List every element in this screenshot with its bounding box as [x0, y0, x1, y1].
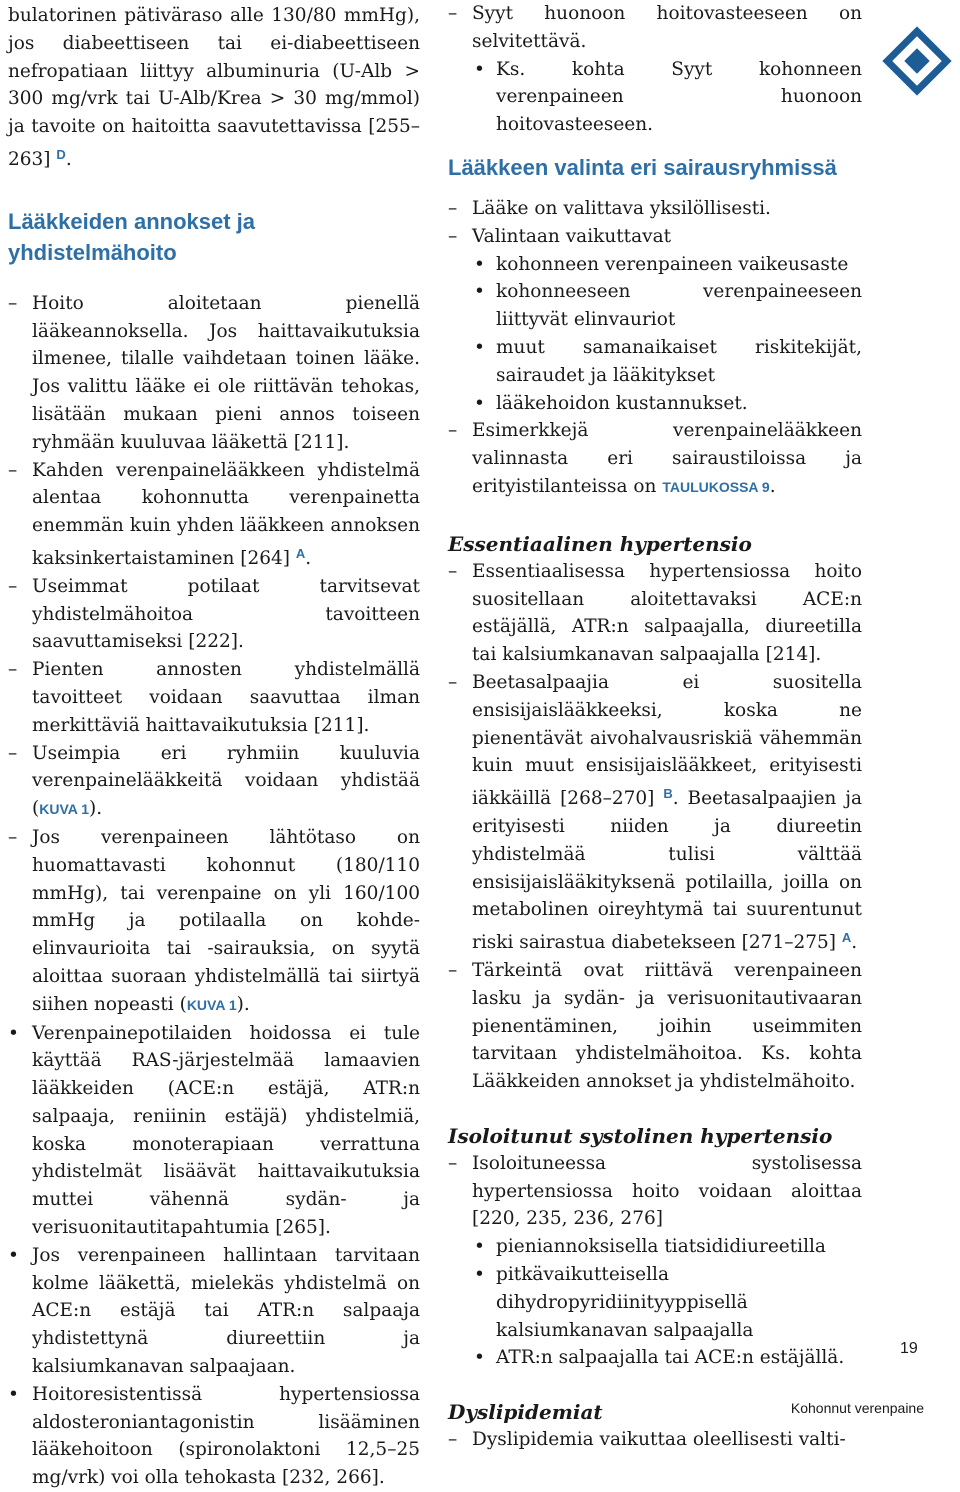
bullet-item: • Ks. kohta Syyt kohonneen verenpaineen huonoon hoitovasteeseen.: [474, 58, 862, 136]
list-item: – Esimerkkejä verenpainelääkkeen valinnasta eri sairaustiloissa ja erityistilanteissa on TAULUKOSSA 9.: [448, 420, 862, 497]
evidence-grade-a: A: [295, 545, 306, 561]
subheading-isolated-systolic: Isoloitunut systolinen hypertensio: [448, 1123, 833, 1148]
list-item: – Jos verenpaineen lähtötaso on huomattavasti kohonnut (180/110 mmHg), tai verenpaine on yli 160/100 mmHg ja potilaalla on kohde-elinvaurioita tai -sairauksia, on syytä aloittaa suoraan yhdistelmällä tai siirtyä siihen nopeasti (KUVA 1).: [8, 826, 420, 1015]
bullet-item: • Verenpainepotilaiden hoidossa ei tule käyttää RAS-järjestelmää lamaavien lääkkeiden (ACE:n estäjä, ATR:n salpaaja, reniinin estäjä) yhdistelmiä, koska monoterapiaan verrattuna yhdistelmät lisäävät haittavaikutuksia muttei vähennä sydän- ja verisuonitautitapahtumia [265].: [8, 1022, 420, 1239]
subheading-dyslipidemia: Dyslipidemiat: [448, 1400, 603, 1425]
list-item: – Useimmat potilaat tarvitsevat yhdistelmähoitoa tavoitteen saavuttamiseksi [222].: [8, 575, 420, 653]
subheading-essential-hypertension: Essentiaalinen hypertensio: [448, 531, 752, 556]
list-item: – Useimpia eri ryhmiin kuuluvia verenpainelääkkeitä voidaan yhdistää (KUVA 1).: [8, 742, 420, 820]
bullet-item: • ATR:n salpaajalla tai ACE:n estäjällä.: [474, 1347, 845, 1369]
footer-title: Kohonnut verenpaine: [790, 1400, 924, 1416]
list-item: – Hoito aloitetaan pienellä lääkeannoksella. Jos haittavaikutuksia ilmenee, tilalle vaihdetaan toinen lääke. Jos valittu lääke ei ole riittävän tehokas, lisätään mukaan pieni annos toiseen ryhmään kuuluvaa lääkettä [211].: [8, 292, 420, 453]
list-item: – Kahden verenpainelääkkeen yhdistelmä alentaa kohonnutta verenpainetta enemmän kuin yhden lääkkeen annoksen kaksinkertaistaminen [264] $^A$.: [8, 459, 420, 569]
table-reference[interactable]: TAULUKOSSA 9: [662, 478, 770, 495]
evidence-grade-d: D: [56, 146, 66, 162]
right-column: [448, 0, 862, 1454]
section-heading-dosing: Lääkkeiden annokset ja yhdistelmähoito: [8, 208, 255, 265]
list-item: – Tärkeintä ovat riittävä verenpaineen lasku ja sydän- ja verisuonitautivaaran pienentäminen, joihin useimmiten tarvitaan yhdistelmähoitoa. Ks. kohta Lääkkeiden annokset ja yhdistelmähoito.: [448, 959, 862, 1093]
diamond-logo-icon: [882, 26, 952, 96]
section-heading-drug-choice: Lääkkeen valinta eri sairausryhmissä: [448, 154, 837, 180]
evidence-grade-b: B: [663, 786, 673, 802]
list-item: – Lääke on valittava yksilöllisesti.: [448, 197, 771, 219]
bullet-item: • Hoitoresistentissä hypertensiossa aldosteroniantagonistin lisääminen lääkehoitoon (spironolaktoni 12,5–25 mg/vrk) voi olla tehokasta [232, 266].: [8, 1383, 420, 1489]
bullet-item: • Jos verenpaineen hallintaan tarvitaan kolme lääkettä, mielekäs yhdistelmä on ACE:n estäjä tai ATR:n salpaaja yhdistettynä diureettiin ja kalsiumkanavan salpaajaan.: [8, 1244, 420, 1378]
list-item: – Essentiaalisessa hypertensiossa hoito suositellaan aloitettavaksi ACE:n estäjällä, ATR:n salpaajalla, diureetilla tai kalsiumkanavan salpaajalla [214].: [448, 560, 862, 666]
evidence-grade-a: A: [841, 930, 852, 946]
left-column: [8, 0, 420, 1492]
bullet-item: • pieniannoksisella tiatsididiureetilla: [474, 1236, 826, 1258]
bullet-item: • lääkehoidon kustannukset.: [474, 392, 748, 414]
bullet-item: • muut samanaikaiset riskitekijät, sairaudet ja lääkitykset: [474, 336, 862, 386]
list-item: – Dyslipidemia vaikuttaa oleellisesti valti-: [448, 1429, 846, 1451]
list-item: – Valintaan vaikuttavat: [448, 225, 672, 247]
figure-reference[interactable]: KUVA 1: [39, 801, 90, 818]
list-item: – Beetasalpaajia ei suositella ensisijaislääkkeeksi, koska ne pienentävät aivohalvausriskiä vähemmän kuin muut ensisijaislääkkeet, erityisesti iäkkäillä [268–270] $^B$. Beetasalpaajien ja erityisesti niiden ja diureetin yhdistelmää tulisi välttää ensisijaislääkityksenä potilailla, joilla on metabolinen oireyhtymä tai suurentunut riski sairastua diabetekseen [271–275] $^A$.: [448, 671, 862, 954]
intro-paragraph: bulatorinen pätiväraso alle 130/80 mmHg), jos diabeettiseen tai ei-diabeettiseen nefropatiaan liittyy albuminuria (U-Alb > 300 mg/vrk tai U-Alb/Krea > 30 mg/mmol) ja tavoite on haitoitta saavutettavissa [255–263] $^D$.: [8, 5, 420, 170]
bullet-item: • kohonneen verenpaineen vaikeusaste: [474, 253, 849, 275]
list-item: – Pienten annosten yhdistelmällä tavoitteet voidaan saavuttaa ilman merkittäviä haittavaikutuksia [211].: [8, 659, 420, 736]
bullet-item: • kohonneeseen verenpaineeseen liittyvät elinvauriot: [474, 281, 862, 331]
page-number: 19: [900, 1340, 918, 1357]
list-item: – Isoloituneessa systolisessa hypertensiossa hoito voidaan aloittaa [220, 235, 236, 276]: [448, 1152, 862, 1230]
list-item: – Syyt huonoon hoitovasteeseen on selvitettävä.: [448, 3, 862, 52]
figure-reference[interactable]: KUVA 1: [186, 996, 237, 1013]
bullet-item: • pitkävaikutteisella dihydropyridiinityyppisellä kalsiumkanavan salpaajalla: [474, 1264, 754, 1341]
